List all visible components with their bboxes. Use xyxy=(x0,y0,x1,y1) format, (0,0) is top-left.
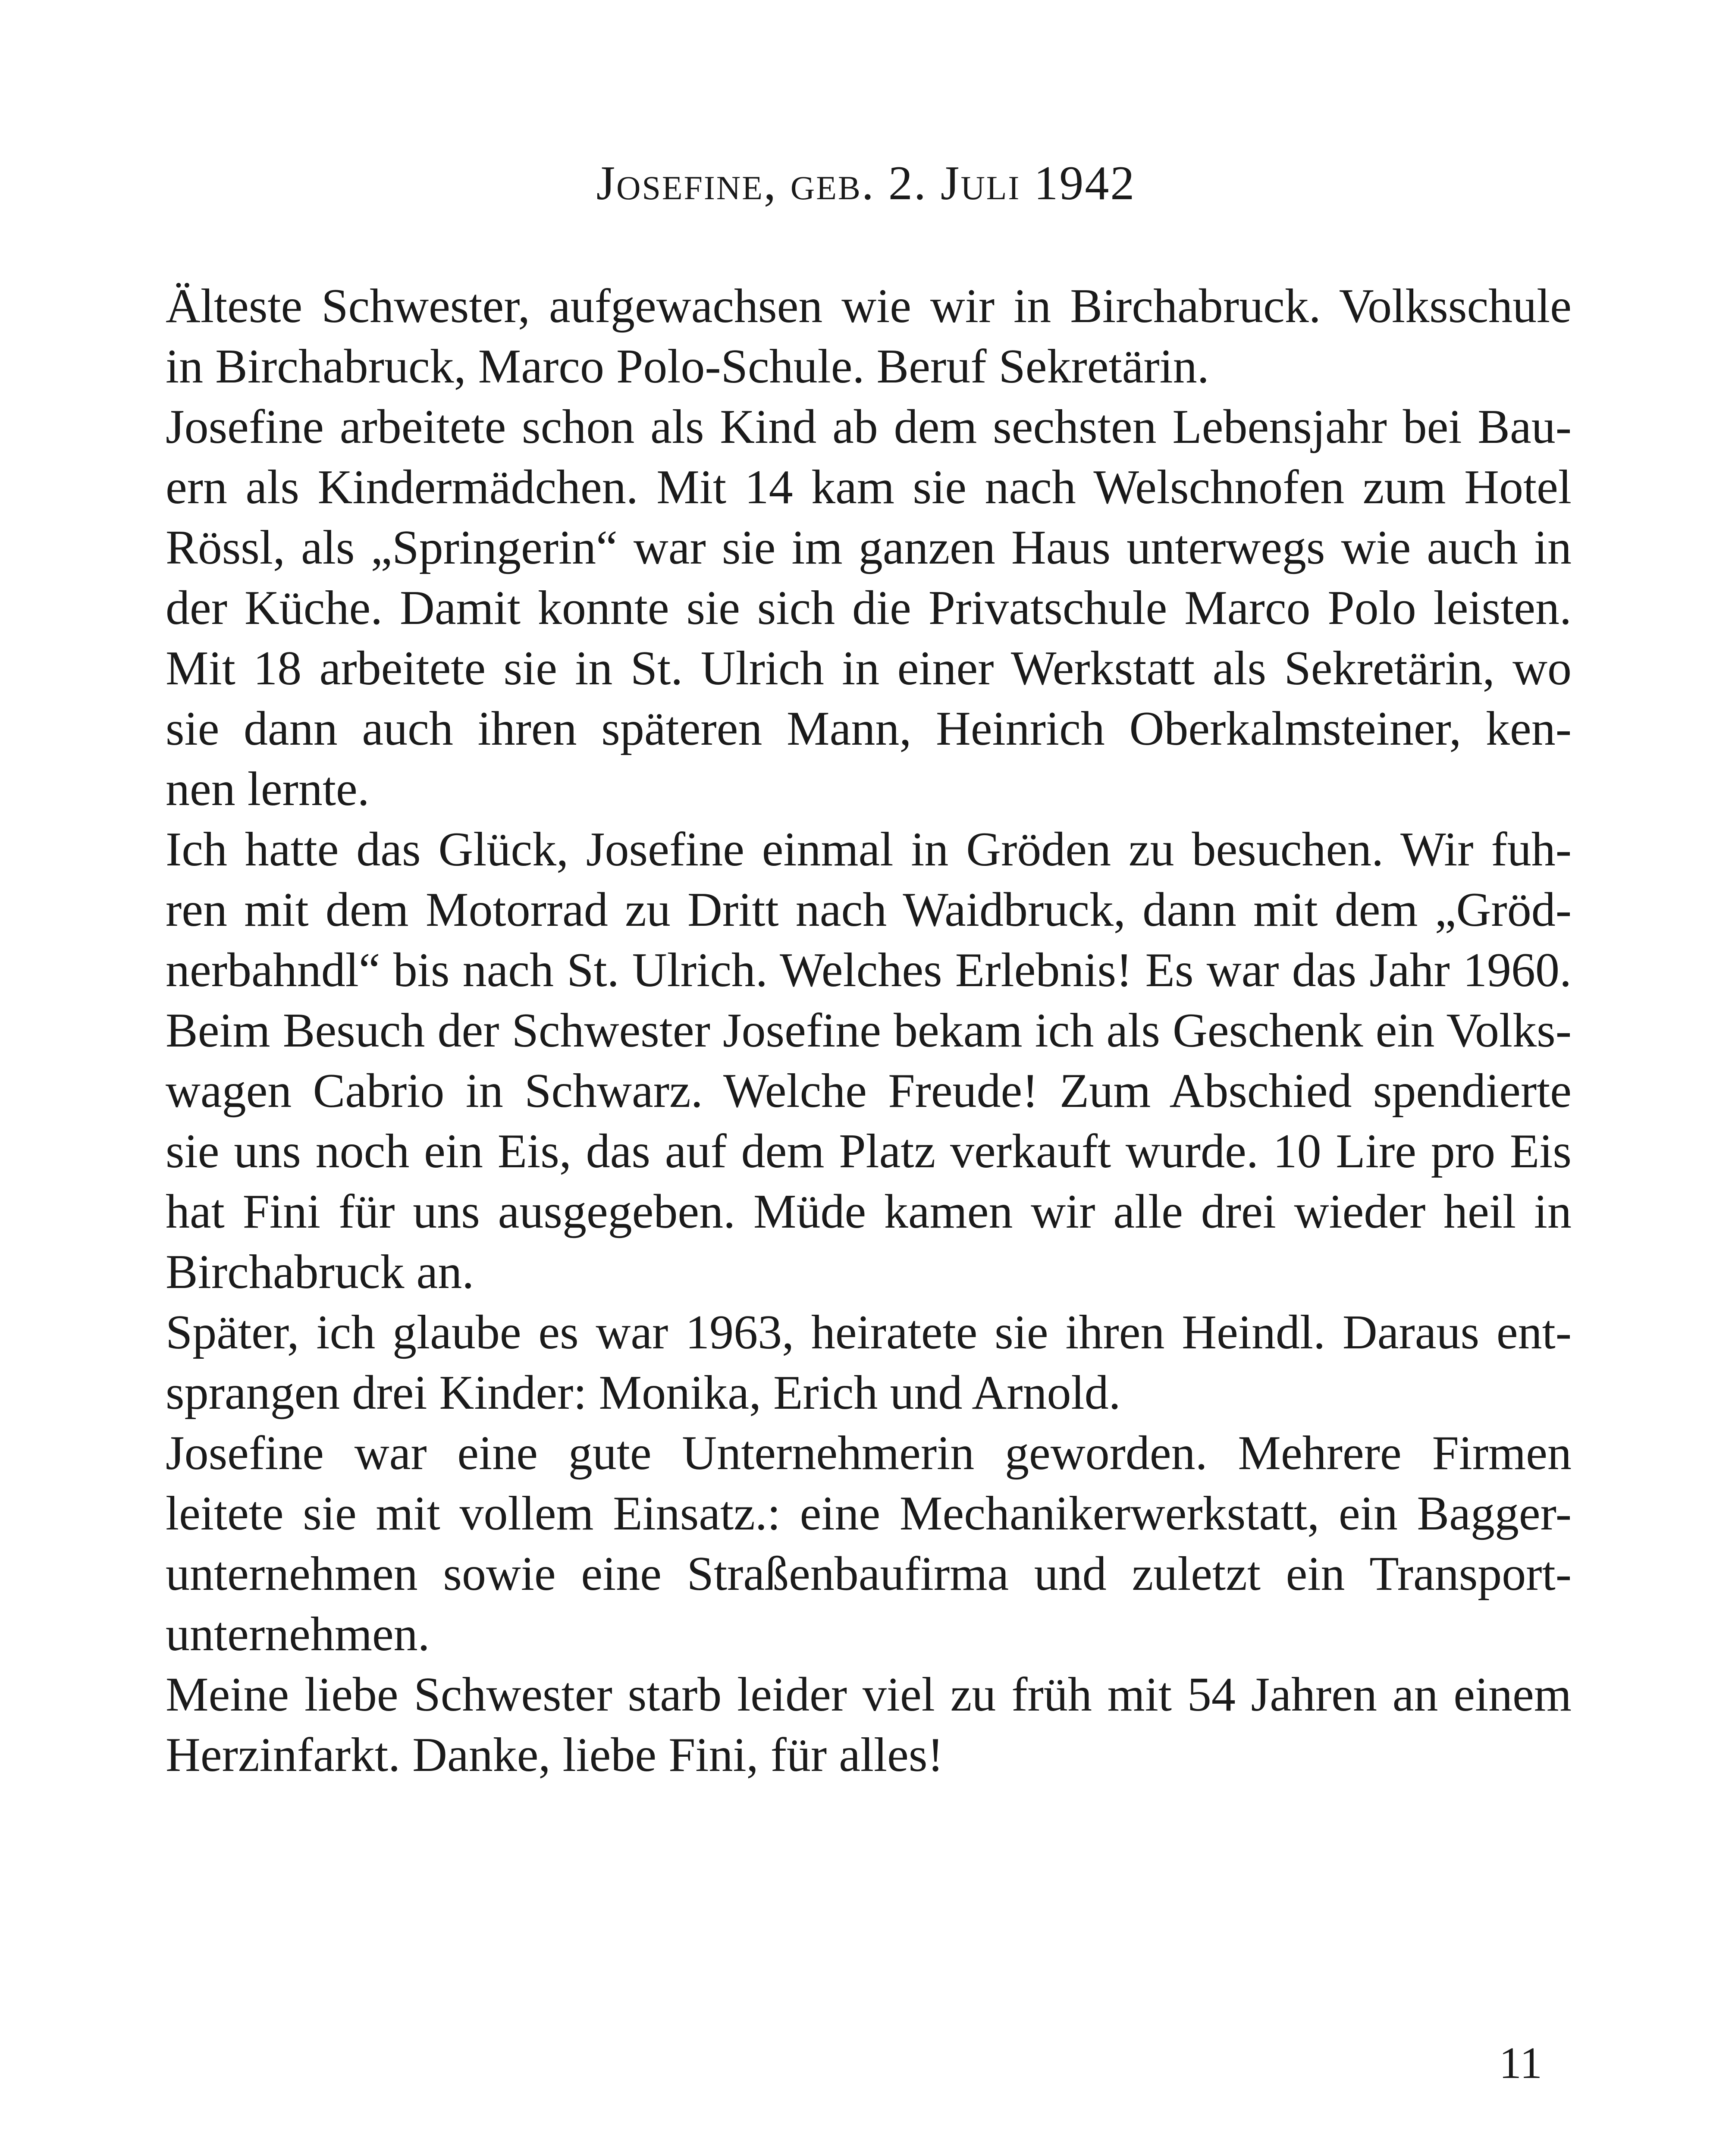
text-line: unternehmen sowie eine Straßenbaufirma und zuletzt ein Transport- xyxy=(166,1547,1572,1601)
paragraph xyxy=(166,276,1572,397)
text-line: ern als Kindermädchen. Mit 14 kam sie nach Welschnofen zum Hotel xyxy=(166,461,1572,514)
text-line: Josefine war eine gute Unternehmerin geworden. Mehrere Firmen xyxy=(166,1426,1572,1480)
text-line: Beim Besuch der Schwester Josefine bekam ich als Geschenk ein Volks- xyxy=(166,1004,1572,1057)
text-line: unternehmen. xyxy=(166,1608,430,1661)
text-line: sie dann auch ihren späteren Mann, Heinrich Oberkalmsteiner, ken- xyxy=(166,702,1572,755)
page-number: 11 xyxy=(1499,2038,1542,2088)
text-line: nen lernte. xyxy=(166,762,370,816)
text-line: Birchabruck an. xyxy=(166,1245,474,1299)
text-line: Meine liebe Schwester starb leider viel zu früh mit 54 Jahren an einem xyxy=(166,1668,1572,1721)
text-line: Später, ich glaube es war 1963, heiratete sie ihren Heindl. Daraus ent- xyxy=(166,1306,1572,1359)
text-line: Josefine arbeitete schon als Kind ab dem sechsten Lebensjahr bei Bau- xyxy=(166,400,1572,454)
text-line: hat Fini für uns ausgegeben. Müde kamen wir alle drei wieder heil in xyxy=(166,1185,1572,1238)
text-line: Herzinfarkt. Danke, liebe Fini, für alles! xyxy=(166,1728,944,1782)
paragraph xyxy=(166,1302,1572,1423)
text-line: nerbahndl“ bis nach St. Ulrich. Welches Erlebnis! Es war das Jahr 1960. xyxy=(166,943,1572,997)
text-line: leitete sie mit vollem Einsatz.: eine Mechanikerwerkstatt, ein Bagger- xyxy=(166,1487,1572,1540)
text-line: Ich hatte das Glück, Josefine einmal in Gröden zu besuchen. Wir fuh- xyxy=(166,823,1572,876)
text-line: Rössl, als „Springerin“ war sie im ganzen Haus unterwegs wie auch in xyxy=(166,521,1572,574)
text-line: Älteste Schwester, aufgewachsen wie wir in Birchabruck. Volksschule xyxy=(166,279,1572,333)
paragraph xyxy=(166,1664,1572,1785)
paragraph xyxy=(166,819,1572,1302)
paragraph xyxy=(166,1423,1572,1664)
text-line: sie uns noch ein Eis, das auf dem Platz verkauft wurde. 10 Lire pro Eis xyxy=(166,1125,1572,1178)
paragraph xyxy=(166,397,1572,819)
body-text xyxy=(166,276,1572,1785)
text-line: Mit 18 arbeitete sie in St. Ulrich in einer Werkstatt als Sekretärin, wo xyxy=(166,642,1572,695)
chapter-heading: Josefine, geb. 2. Juli 1942 xyxy=(596,157,1136,210)
text-line: in Birchabruck, Marco Polo-Schule. Beruf Sekretärin. xyxy=(166,340,1209,393)
text-line: sprangen drei Kinder: Monika, Erich und Arnold. xyxy=(166,1366,1121,1420)
text-line: der Küche. Damit konnte sie sich die Privatschule Marco Polo leisten. xyxy=(166,581,1572,635)
text-line: ren mit dem Motorrad zu Dritt nach Waidbruck, dann mit dem „Gröd- xyxy=(166,883,1572,937)
text-line: wagen Cabrio in Schwarz. Welche Freude! Zum Abschied spendierte xyxy=(166,1064,1572,1118)
